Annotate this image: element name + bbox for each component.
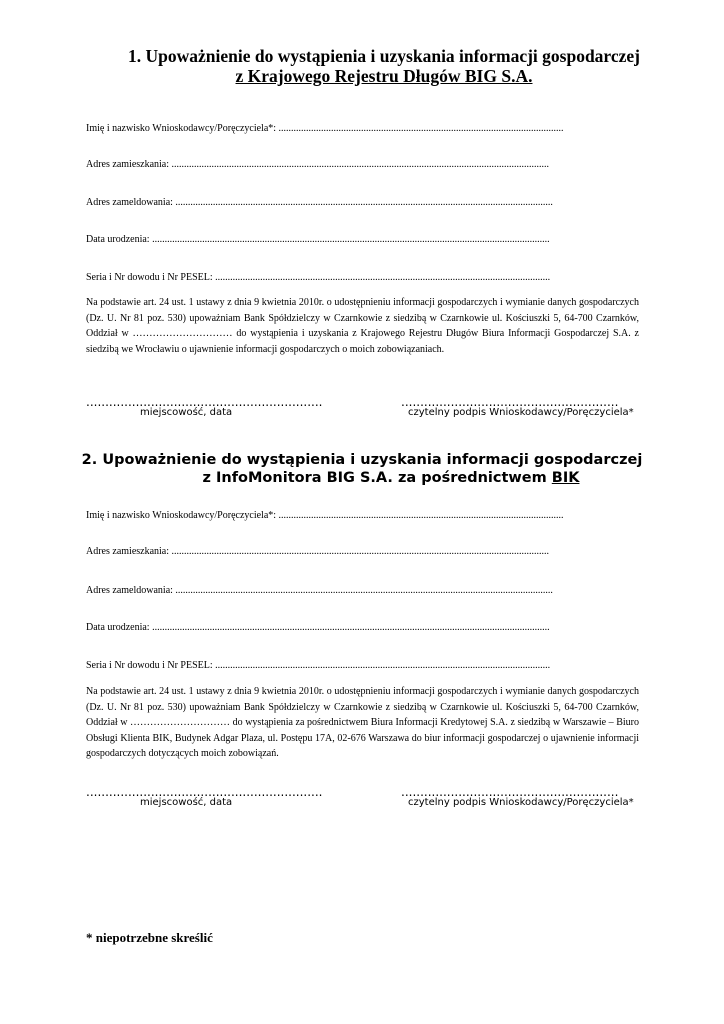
section2-title-line1: 2. Upoważnienie do wystąpienia i uzyskania informacji gospodarczej bbox=[81, 452, 643, 468]
section2-field-id-pesel[interactable]: Seria i Nr dowodu i Nr PESEL: ...................................................................................................................................... bbox=[86, 660, 551, 671]
section1-title bbox=[84, 46, 684, 86]
section2-title-line2-prefix: z InfoMonitora BIG S.A. za pośrednictwem bbox=[202, 470, 552, 486]
section1-field-id-pesel[interactable]: Seria i Nr dowodu i Nr PESEL: ...................................................................................................................................... bbox=[86, 272, 551, 283]
section2-signature-caption: czytelny podpis Wnioskodawcy/Poręczyciela* bbox=[408, 797, 634, 808]
section2-consent-paragraph: Na podstawie art. 24 ust. 1 ustawy z dnia 9 kwietnia 2010r. o udostępnieniu informacji gospodarczych i wymianie danych gospodarczych (Dz. U. Nr 81 poz. 530) upoważniam Bank Spółdzielczy w Czarnkowie z siedzibą w Czarnkowie ul. Kościuszki 5, 64-700 Czarnków, Oddział w ………………………… do wystąpienia za pośrednictwem Biura Informacji Kredytowej S.A. z siedzibą w Warszawie – Biuro Obsługi Klienta BIK, Budynek Adgar Plaza, ul. Postępu 17A, 02-676 Warszawa do biur informacji gospodarczej o ujawnienie informacji gospodarczych dotyczących moich zobowiązań. bbox=[86, 686, 639, 759]
section2-field-residence[interactable]: Adres zamieszkania: ....................................................................................................................................................... bbox=[86, 546, 550, 557]
section1-field-name[interactable]: Imię i nazwisko Wnioskodawcy/Poręczyciela*: .................................................................................................................. bbox=[86, 123, 564, 134]
section2-place-date-line[interactable]: .............................................................. bbox=[86, 785, 323, 799]
section2-title-bik: BIK bbox=[551, 470, 580, 486]
section2-title bbox=[62, 451, 662, 487]
section2-field-birthdate[interactable]: Data urodzenia: ............................................................................................................................................................... bbox=[86, 622, 550, 633]
section2-signature-line[interactable]: ......................................................... bbox=[401, 785, 619, 799]
section1-place-date-caption: miejscowość, data bbox=[140, 407, 233, 418]
section1-signature-line[interactable]: ......................................................... bbox=[401, 395, 619, 409]
section2-field-registration[interactable]: Adres zameldowania: ....................................................................................................................................................... bbox=[86, 585, 553, 596]
section1-title-line1: 1. Upoważnienie do wystąpienia i uzyskania informacji gospodarczej bbox=[127, 46, 641, 66]
section1-place-date-line[interactable]: .............................................................. bbox=[86, 395, 323, 409]
section1-field-residence[interactable]: Adres zamieszkania: ....................................................................................................................................................... bbox=[86, 159, 550, 170]
section2-title-line2 bbox=[62, 469, 662, 487]
section1-field-registration[interactable]: Adres zameldowania: ....................................................................................................................................................... bbox=[86, 197, 553, 208]
section2-place-date-caption: miejscowość, data bbox=[140, 797, 233, 808]
section1-consent-paragraph: Na podstawie art. 24 ust. 1 ustawy z dnia 9 kwietnia 2010r. o udostępnieniu informacji gospodarczych i wymianie danych gospodarczych (Dz. U. Nr 81 poz. 530) upoważniam Bank Spółdzielczy w Czarnkowie z siedzibą w Czarnkowie ul. Kościuszki 5, 64-700 Czarnków, Oddział w ………………………… do wystąpienia i uzyskania z Krajowego Rejestru Długów Biura Informacji Gospodarczej S.A. z siedzibą we Wrocławiu o ujawnienie informacji gospodarczych o moich zobowiązaniach. bbox=[86, 297, 639, 355]
section1-signature-caption: czytelny podpis Wnioskodawcy/Poręczyciela* bbox=[408, 407, 634, 418]
section1-title-line2: z Krajowego Rejestru Długów BIG S.A. bbox=[235, 66, 533, 86]
footnote: * niepotrzebne skreślić bbox=[86, 930, 213, 945]
section2-field-name[interactable]: Imię i nazwisko Wnioskodawcy/Poręczyciela*: .................................................................................................................. bbox=[86, 510, 564, 521]
section1-field-birthdate[interactable]: Data urodzenia: ............................................................................................................................................................... bbox=[86, 234, 550, 245]
